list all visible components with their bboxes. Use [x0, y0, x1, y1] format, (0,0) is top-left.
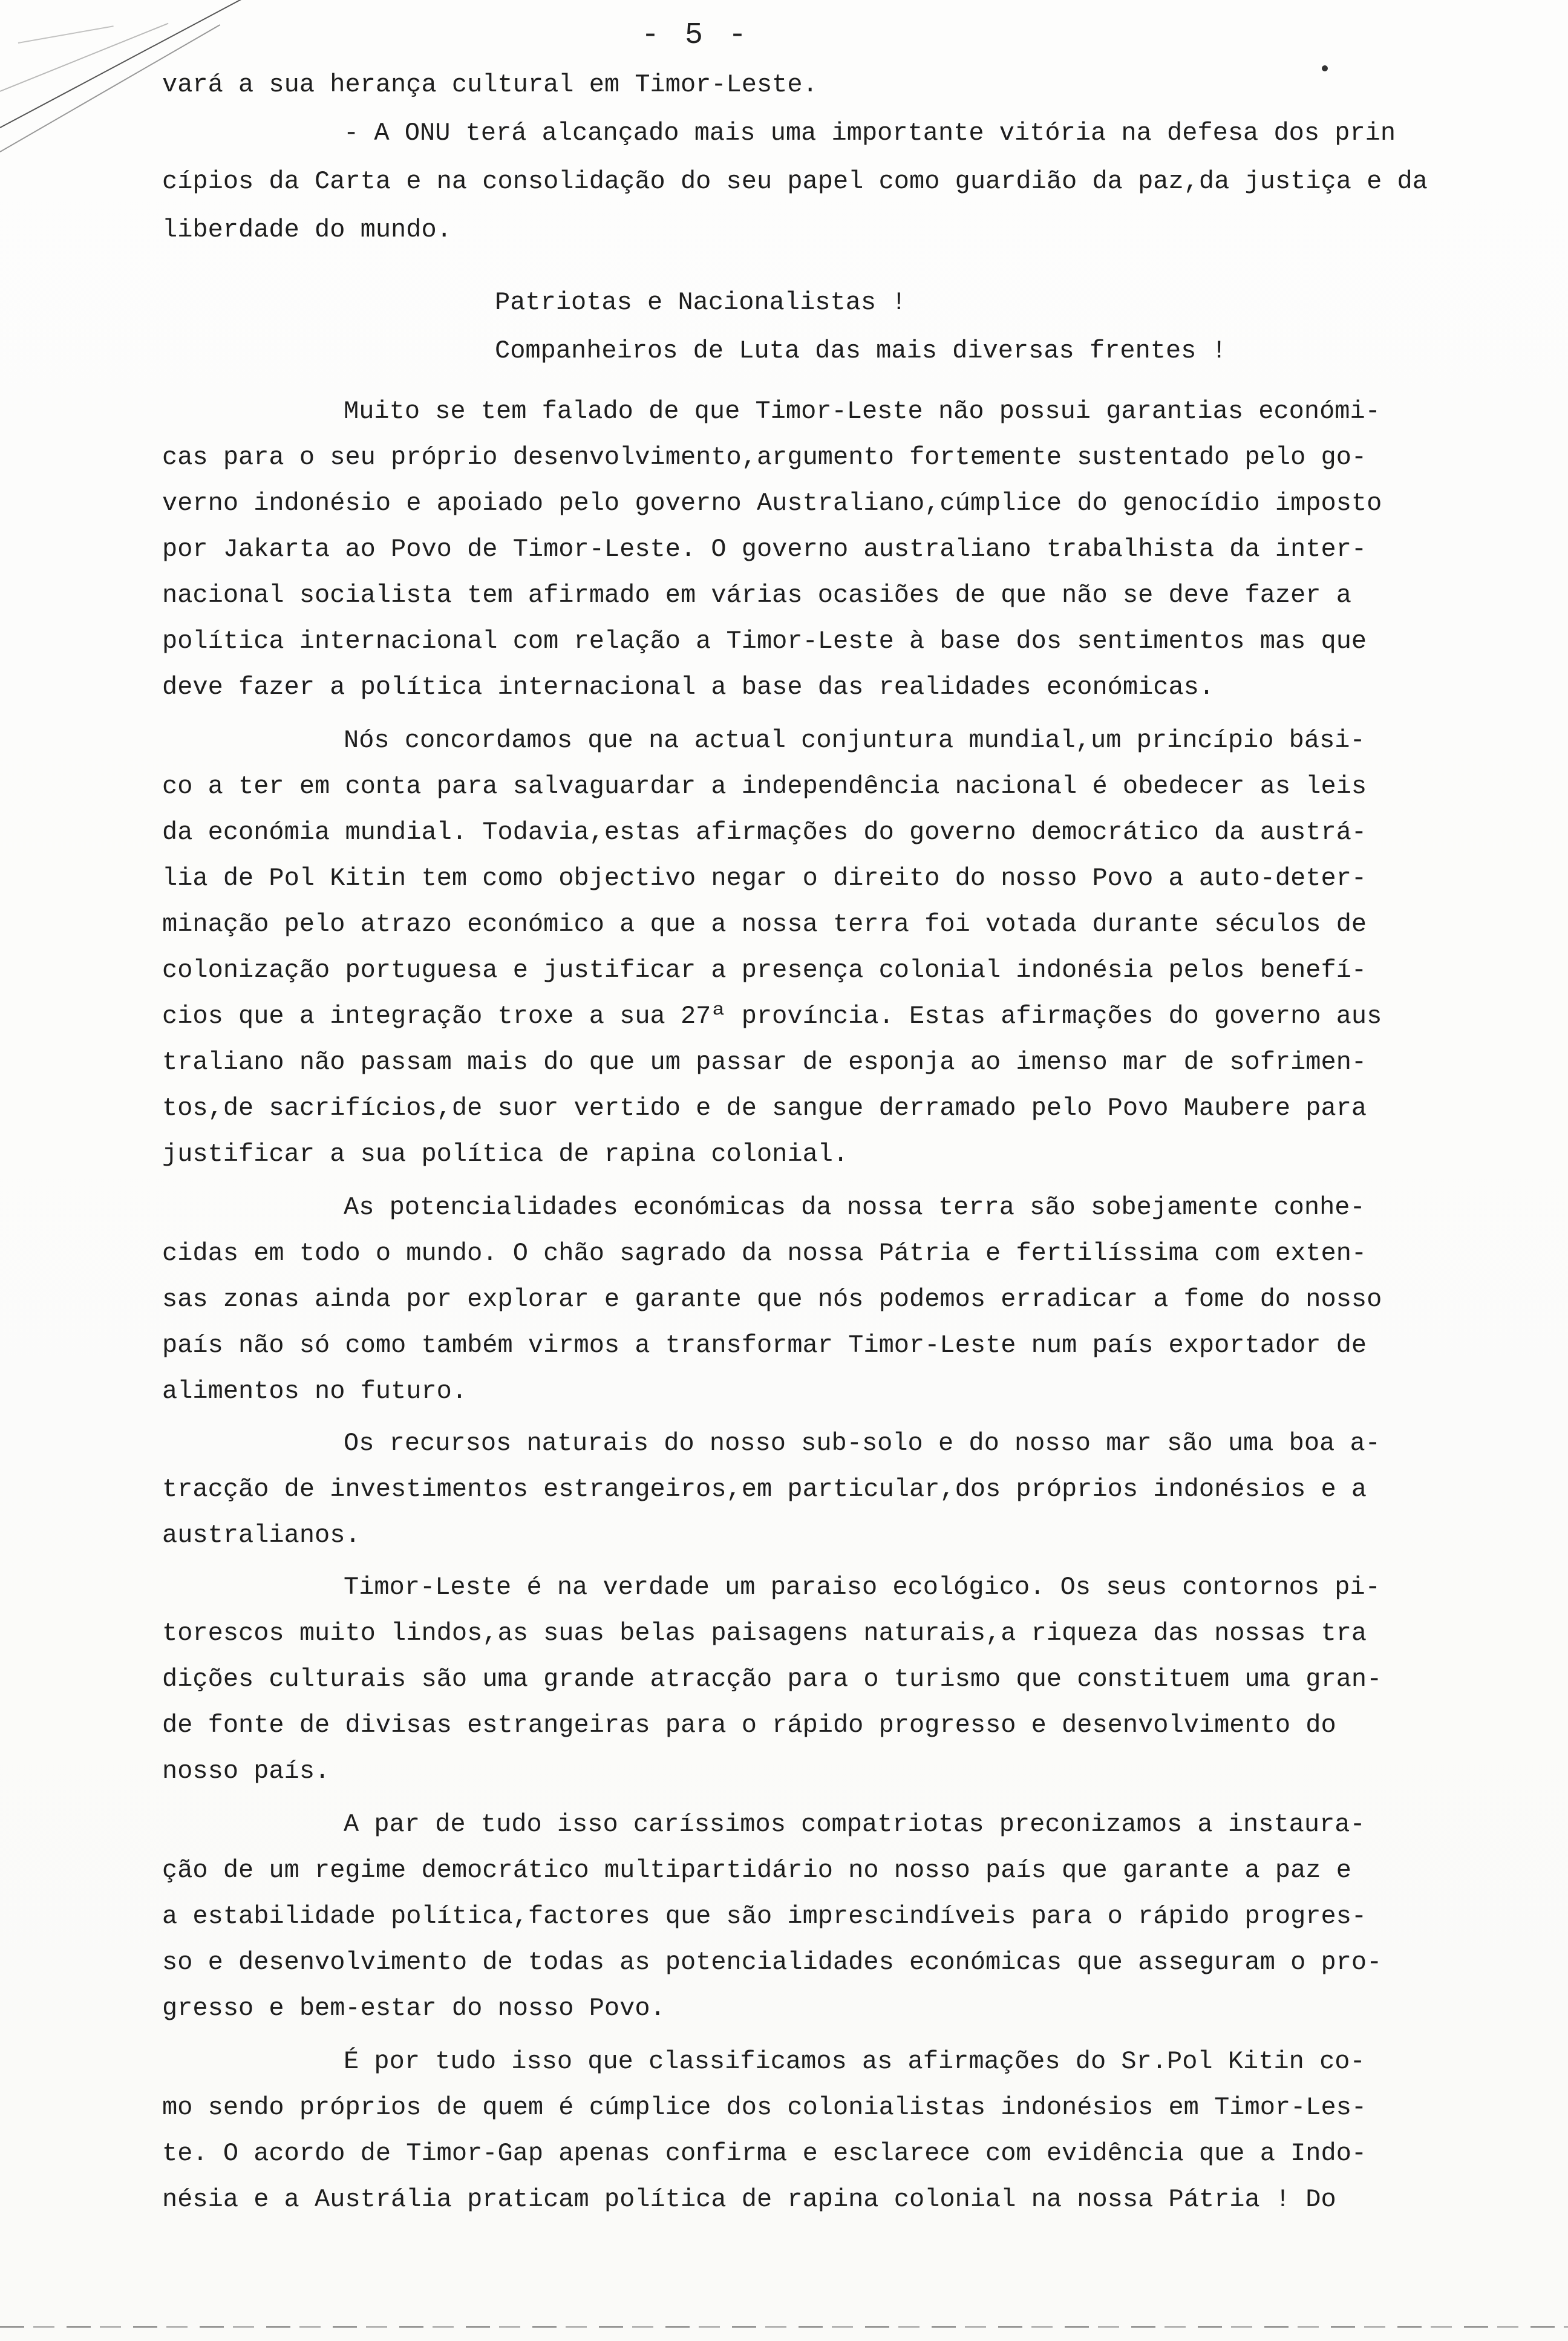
- text-line: política internacional com relação a Timor-Leste à base dos sentimentos mas que: [162, 627, 1367, 656]
- text-line: tos,de sacrifícios,de suor vertido e de sangue derramado pelo Povo Maubere para: [162, 1094, 1367, 1123]
- text-line: colonização portuguesa e justificar a presença colonial indonésia pelos benefí-: [162, 956, 1367, 985]
- text-line: so e desenvolvimento de todas as potencialidades económicas que asseguram o pro-: [162, 1948, 1382, 1977]
- text-line: mo sendo próprios de quem é cúmplice dos colonialistas indonésios em Timor-Les-: [162, 2093, 1367, 2122]
- section-heading: Patriotas e Nacionalistas !: [495, 288, 907, 317]
- text-line: co a ter em conta para salvaguardar a independência nacional é obedecer as leis: [162, 772, 1367, 801]
- text-line: traliano não passam mais do que um passar de esponja ao imenso mar de sofrimen-: [162, 1048, 1367, 1077]
- text-line: cidas em todo o mundo. O chão sagrado da nossa Pátria e fertilíssima com exten-: [162, 1239, 1367, 1268]
- text-line: australianos.: [162, 1521, 361, 1550]
- text-line: da económia mundial. Todavia,estas afirmações do governo democrático da austrá-: [162, 818, 1367, 847]
- text-line: minação pelo atrazo económico a que a nossa terra foi votada durante séculos de: [162, 910, 1367, 939]
- section-heading: Companheiros de Luta das mais diversas frentes !: [495, 336, 1227, 365]
- text-line: nacional socialista tem afirmado em várias ocasiões de que não se deve fazer a: [162, 581, 1351, 610]
- text-line: sas zonas ainda por explorar e garante que nós podemos erradicar a fome do nosso: [162, 1285, 1382, 1314]
- text-line: tracção de investimentos estrangeiros,em particular,dos próprios indonésios e a: [162, 1475, 1367, 1504]
- text-line: As potencialidades económicas da nossa terra são sobejamente conhe-: [344, 1193, 1365, 1222]
- text-line: ção de um regime democrático multipartidário no nosso país que garante a paz e: [162, 1856, 1351, 1885]
- text-line: Muito se tem falado de que Timor-Leste não possui garantias económi-: [344, 397, 1380, 426]
- text-line: É por tudo isso que classificamos as afirmações do Sr.Pol Kitin co-: [344, 2047, 1365, 2076]
- text-line: cípios da Carta e na consolidação do seu papel como guardião da paz,da justiça e da: [162, 167, 1428, 196]
- text-line: verno indonésio e apoiado pelo governo Australiano,cúmplice do genocídio imposto: [162, 489, 1382, 518]
- text-line: Os recursos naturais do nosso sub-solo e do nosso mar são uma boa a-: [344, 1429, 1380, 1458]
- text-line: dições culturais são uma grande atracção para o turismo que constituem uma gran-: [162, 1665, 1382, 1694]
- text-line: Nós concordamos que na actual conjuntura mundial,um princípio bási-: [344, 726, 1365, 755]
- text-line: liberdade do mundo.: [162, 215, 452, 244]
- page-number: - 5 -: [641, 18, 751, 53]
- scan-bottom-edge: [0, 2326, 1568, 2328]
- text-line: gresso e bem-estar do nosso Povo.: [162, 1994, 665, 2023]
- text-line: vará a sua herança cultural em Timor-Leste.: [162, 70, 818, 99]
- text-line: cas para o seu próprio desenvolvimento,argumento fortemente sustentado pelo go-: [162, 443, 1367, 472]
- text-line: cios que a integração troxe a sua 27ª província. Estas afirmações do governo aus: [162, 1002, 1382, 1031]
- text-line: de fonte de divisas estrangeiras para o rápido progresso e desenvolvimento do: [162, 1711, 1336, 1740]
- stray-ink-dot: [1322, 65, 1328, 71]
- text-line: deve fazer a política internacional a base das realidades económicas.: [162, 673, 1215, 702]
- text-line: nosso país.: [162, 1757, 330, 1786]
- text-line: lia de Pol Kitin tem como objectivo negar o direito do nosso Povo a auto-deter-: [162, 864, 1367, 893]
- text-line: alimentos no futuro.: [162, 1377, 468, 1406]
- text-line: a estabilidade política,factores que são imprescindíveis para o rápido progres-: [162, 1902, 1367, 1931]
- text-line: país não só como também virmos a transformar Timor-Leste num país exportador de: [162, 1331, 1367, 1360]
- text-line: Timor-Leste é na verdade um paraiso ecológico. Os seus contornos pi-: [344, 1573, 1380, 1602]
- text-line: te. O acordo de Timor-Gap apenas confirma e esclarece com evidência que a Indo-: [162, 2139, 1367, 2168]
- text-line: A par de tudo isso caríssimos compatriotas preconizamos a instaura-: [344, 1810, 1365, 1839]
- text-line: por Jakarta ao Povo de Timor-Leste. O governo australiano trabalhista da inter-: [162, 535, 1367, 564]
- text-line: justificar a sua política de rapina colonial.: [162, 1140, 849, 1169]
- text-line: - A ONU terá alcançado mais uma importante vitória na defesa dos prin: [344, 119, 1396, 148]
- text-line: nésia e a Austrália praticam política de rapina colonial na nossa Pátria ! Do: [162, 2185, 1336, 2214]
- text-line: torescos muito lindos,as suas belas paisagens naturais,a riqueza das nossas tra: [162, 1619, 1367, 1648]
